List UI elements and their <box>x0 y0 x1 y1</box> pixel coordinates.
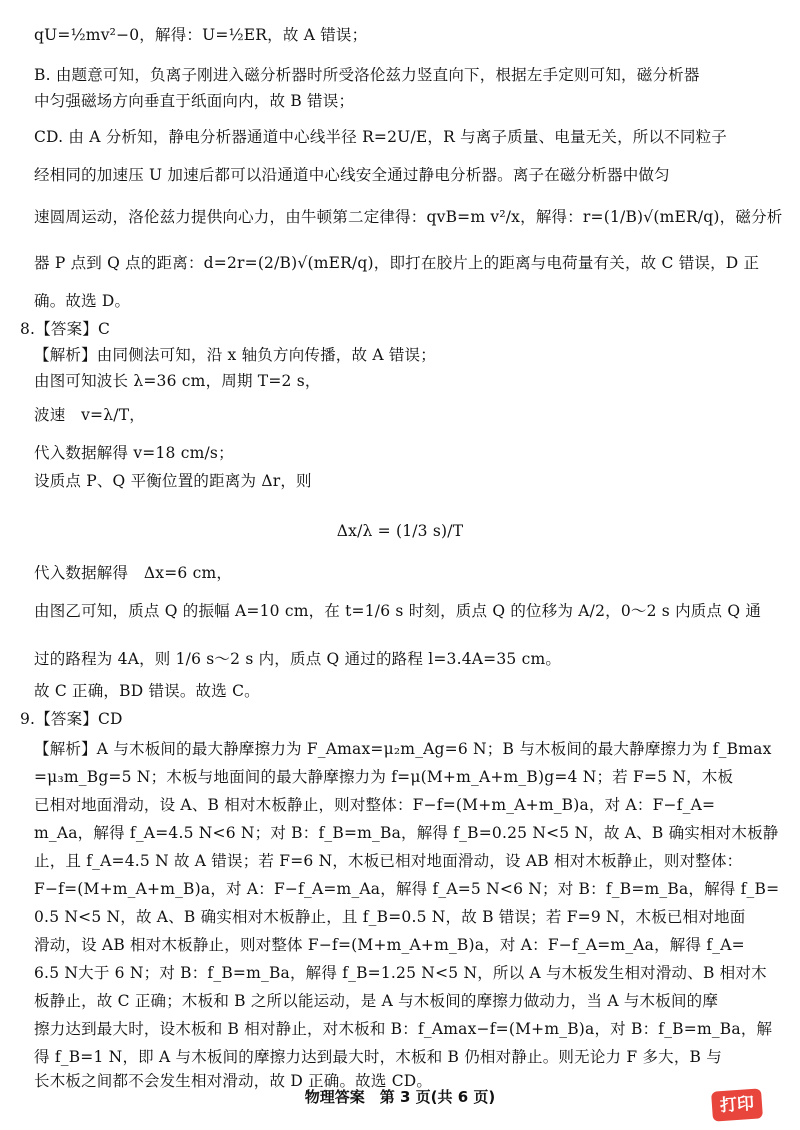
text-line-25: 止，且 f_A=4.5 N 故 A 错误；若 F=6 N，木板已相对地面滑动，设 AB 相对木板静止，则对整体： <box>34 852 743 870</box>
text-line-4: CD. 由 A 分析知，静电分析器通道中心线半径 R=2U/E，R 与离子质量、电量无关，所以不同粒子 <box>34 128 727 146</box>
text-line-7: 器 P 点到 Q 点的距离：d=2r=(2/B)√(mER/q)，即打在胶片上的距离与电荷量有关，故 C 错误，D 正 <box>34 254 760 272</box>
text-line-5: 经相同的加速压 U 加速后都可以沿通道中心线安全通过静电分析器。离子在磁分析器中做匀 <box>34 166 670 184</box>
text-line-33: 长木板之间都不会发生相对滑动，故 D 正确。故选 CD。 <box>34 1072 433 1090</box>
text-line-27: 0.5 N<5 N，故 A、B 确实相对木板静止，且 f_B=0.5 N，故 B 错误；若 F=9 N，木板已相对地面 <box>34 908 746 926</box>
text-line-8: 确。故选 D。 <box>34 292 131 310</box>
text-line-10: 【解析】由同侧法可知，沿 x 轴负方向传播，故 A 错误； <box>34 346 436 364</box>
text-line-11: 由图可知波长 λ=36 cm，周期 T=2 s， <box>34 372 321 390</box>
text-line-12: 波速 v=λ/T， <box>34 406 145 424</box>
text-line-17: 由图乙可知，质点 Q 的振幅 A=10 cm，在 t=1/6 s 时刻，质点 Q 的位移为 A/2，0～2 s 内质点 Q 通 <box>34 602 762 620</box>
answer-9-heading: 9.【答案】CD <box>20 710 123 728</box>
text-line-29: 6.5 N大于 6 N；对 B：f_B=m_Ba，解得 f_B=1.25 N<5 N，所以 A 与木板发生相对滑动、B 相对木 <box>34 964 767 982</box>
text-line-26: F−f=(M+m_A+m_B)a，对 A：F−f_A=m_Aa，解得 f_A=5 N<6 N；对 B：f_B=m_Ba，解得 f_B= <box>34 880 780 898</box>
text-line-32: 得 f_B=1 N，即 A 与木板间的摩擦力达到最大时，木板和 B 仍相对静止。则无论力 F 多大，B 与 <box>34 1048 722 1066</box>
text-line-30: 板静止，故 C 正确；木板和 B 之所以能运动，是 A 与木板间的摩擦力做动力，当 A 与木板间的摩 <box>34 992 719 1010</box>
answer-8-heading: 8.【答案】C <box>20 320 111 338</box>
text-line-21: 【解析】A 与木板间的最大静摩擦力为 F_Amax=μ₂m_Ag=6 N；B 与木板间的最大静摩擦力为 f_Bmax <box>34 740 772 758</box>
text-line-6: 速圆周运动，洛伦兹力提供向心力，由牛顿第二定律得：qvB=m v²/x，解得：r=(1/B)√(mER/q)，磁分析 <box>34 208 783 226</box>
equation-delta-x: Δx/λ = (1/3 s)/T <box>336 522 464 540</box>
text-line-23: 已相对地面滑动，设 A、B 相对木板静止，则对整体：F−f=(M+m_A+m_B)a，对 A：F−f_A= <box>34 796 716 814</box>
text-line-19: 故 C 正确，BD 错误。故选 C。 <box>34 682 260 700</box>
page-footer: 物理答案 第 3 页(共 6 页) <box>304 1088 496 1106</box>
text-line-2: B. 由题意可知，负离子刚进入磁分析器时所受洛伦兹力竖直向下，根据左手定则可知，磁分析器 <box>34 66 700 84</box>
text-line-3: 中匀强磁场方向垂直于纸面向内，故 B 错误； <box>34 92 355 110</box>
text-line-1: qU=½mv²−0，解得：U=½ER，故 A 错误； <box>34 26 368 44</box>
print-stamp[interactable]: 打印 <box>711 1088 763 1121</box>
text-line-13: 代入数据解得 v=18 cm/s； <box>34 444 234 462</box>
text-line-16: 代入数据解得 Δx=6 cm， <box>34 564 233 582</box>
text-line-24: m_Aa，解得 f_A=4.5 N<6 N；对 B：f_B=m_Ba，解得 f_B=0.25 N<5 N，故 A、B 确实相对木板静 <box>34 824 779 842</box>
text-line-22: =μ₃m_Bg=5 N；木板与地面间的最大静摩擦力为 f=μ(M+m_A+m_B)g=4 N；若 F=5 N，木板 <box>34 768 734 786</box>
text-line-31: 擦力达到最大时，设木板和 B 相对静止，对木板和 B：f_Amax−f=(M+m_B)a，对 B：f_B=m_Ba，解 <box>34 1020 773 1038</box>
text-line-14: 设质点 P、Q 平衡位置的距离为 Δr，则 <box>34 472 312 490</box>
text-line-18: 过的路程为 4A，则 1/6 s～2 s 内，质点 Q 通过的路程 l=3.4A=35 cm。 <box>34 650 562 668</box>
text-line-28: 滑动，设 AB 相对木板静止，则对整体 F−f=(M+m_A+m_B)a，对 A：F−f_A=m_Aa，解得 f_A= <box>34 936 745 954</box>
